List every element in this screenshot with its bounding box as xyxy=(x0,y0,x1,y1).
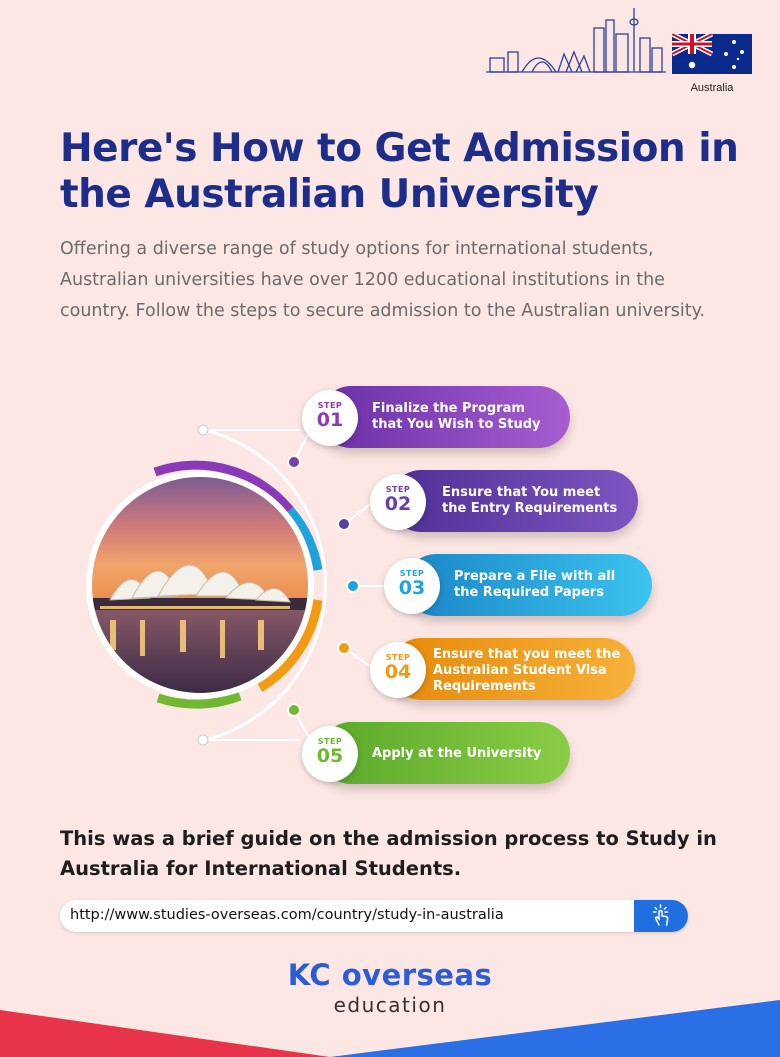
step-01-badge xyxy=(302,390,358,446)
intro-paragraph: Offering a diverse range of study options for international students, Australian universities have over 1200 educational institutions in the country. Follow the steps to secure admission to the Australian university. xyxy=(60,239,705,321)
closing-text: This was a brief guide on the admission process to Study in Australia for International Students. xyxy=(60,827,717,880)
step-02-number: 02 xyxy=(384,493,412,515)
step-03-badge xyxy=(384,558,440,614)
step-05-number: 05 xyxy=(316,745,344,767)
url-link[interactable]: http://www.studies-overseas.com/country/study-in-australia xyxy=(70,907,504,923)
step-03-text: Prepare a File with all the Required Papers xyxy=(454,569,616,600)
steps-graphic xyxy=(0,370,780,800)
step-01-number: 01 xyxy=(316,409,344,431)
step-01-word: STEP xyxy=(317,401,343,410)
step-02-text: Ensure that You meet the Entry Requirements xyxy=(442,485,618,516)
brand-logo xyxy=(0,958,780,1018)
step-05-badge xyxy=(302,726,358,782)
step-02-word: STEP xyxy=(385,485,411,494)
page-title: Here's How to Get Admission in the Australian University xyxy=(60,126,739,217)
country-label: Australia xyxy=(690,82,734,94)
brand-logo-sub: education xyxy=(333,993,447,1017)
step-02-badge xyxy=(370,474,426,530)
step-04-word: STEP xyxy=(385,653,411,662)
step-03-word: STEP xyxy=(399,569,425,578)
open-link-button[interactable] xyxy=(634,900,688,932)
sydney-skyline-icon xyxy=(486,8,666,76)
url-bar[interactable] xyxy=(60,900,688,932)
step-04-text: Ensure that you meet the Australian Student Visa Requirements xyxy=(433,647,621,694)
step-03-number: 03 xyxy=(398,577,426,599)
pointer-click-icon xyxy=(649,904,673,928)
step-01-text: Finalize the Program that You Wish to Study xyxy=(372,401,541,432)
step-04-number: 04 xyxy=(384,661,412,683)
step-05-word: STEP xyxy=(317,737,343,746)
step-05-text: Apply at the University xyxy=(372,746,542,761)
australia-flag-icon xyxy=(672,34,752,74)
brand-logo-main: KC overseas xyxy=(287,958,493,992)
step-04-badge xyxy=(370,642,426,698)
